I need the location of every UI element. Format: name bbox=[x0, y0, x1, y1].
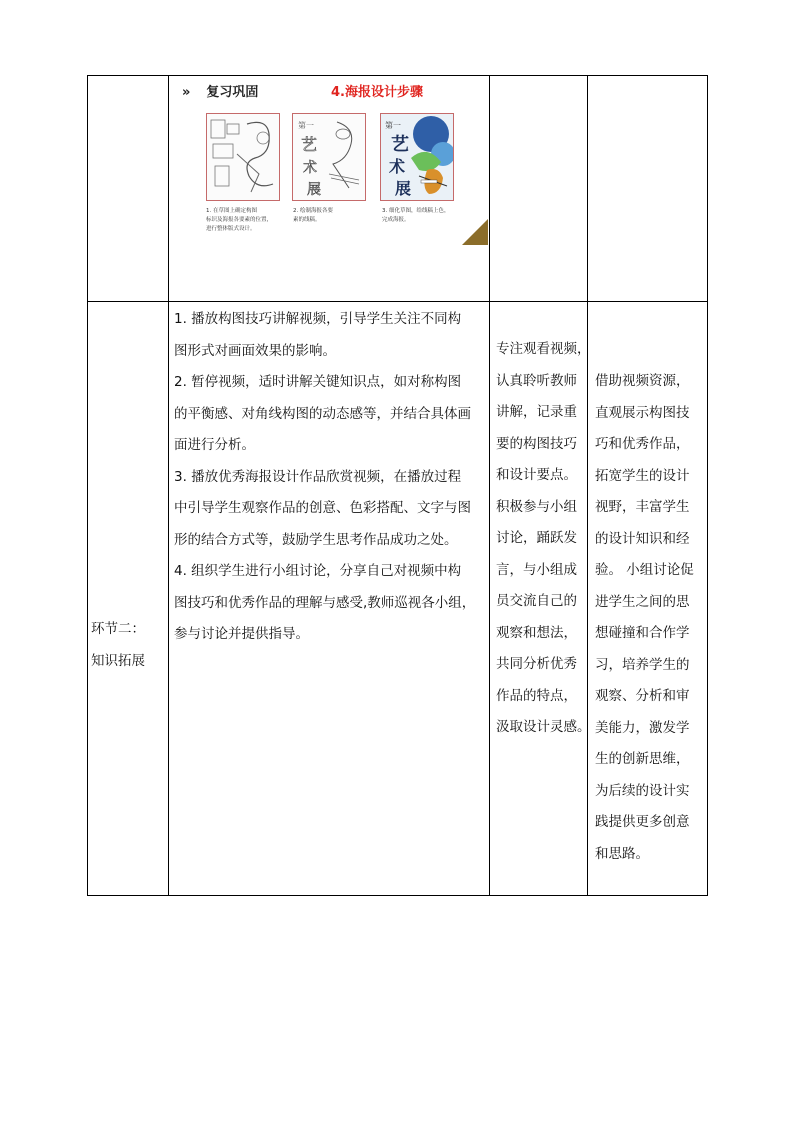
teacher-line: 的平衡感、对角线构图的动态感等，并结合具体画 bbox=[174, 405, 471, 422]
poster-steps-slide bbox=[172, 77, 488, 245]
slide-header bbox=[182, 81, 258, 100]
caption-line: 进行整体版式设计。 bbox=[206, 226, 256, 232]
intent-line: 拓宽学生的设计 bbox=[595, 467, 690, 484]
table-border-top bbox=[87, 75, 708, 76]
student-line: 作品的特点， bbox=[496, 687, 577, 704]
student-line: 积极参与小组 bbox=[496, 498, 577, 515]
intent-line: 的设计知识和经 bbox=[595, 530, 690, 547]
caption-line: 完成海报。 bbox=[382, 217, 410, 223]
svg-text:第一: 第一 bbox=[385, 121, 401, 130]
teacher-line: 面进行分析。 bbox=[174, 437, 255, 453]
caption-line: 1. 在草图上确定构图 bbox=[206, 208, 257, 214]
student-line: 讲解，记录重 bbox=[496, 404, 577, 420]
table-border-bottom bbox=[87, 895, 708, 896]
intent-line: 借助视频资源， bbox=[595, 373, 690, 389]
svg-text:术: 术 bbox=[303, 160, 317, 176]
thumbnail-color bbox=[380, 113, 454, 201]
svg-text:第一: 第一 bbox=[298, 121, 314, 130]
svg-text:展: 展 bbox=[307, 182, 321, 198]
intent-line: 和思路。 bbox=[595, 845, 649, 862]
intent-line: 进学生之间的思 bbox=[595, 593, 690, 610]
caption-line: 3. 细化草图，给线稿上色， bbox=[382, 208, 450, 214]
color-poster-drawing bbox=[381, 114, 453, 200]
slide-header-text: 复习巩固 bbox=[206, 85, 259, 100]
teacher-line: 2. 暂停视频，适时讲解关键知识点，如对称构图 bbox=[174, 374, 462, 390]
chevron-icon: » bbox=[182, 85, 191, 100]
stage-cell bbox=[91, 614, 167, 677]
intent-line: 验。 小组讨论促 bbox=[595, 562, 694, 578]
student-line: 和设计要点。 bbox=[496, 467, 577, 483]
teacher-line: 参与讨论并提供指导。 bbox=[174, 626, 309, 642]
teacher-line: 1. 播放构图技巧讲解视频，引导学生关注不同构 bbox=[174, 311, 462, 327]
sketch-drawing bbox=[207, 114, 279, 200]
col-divider-2 bbox=[489, 75, 490, 896]
teacher-activity-cell bbox=[174, 304, 488, 651]
thumbnail-lineart bbox=[292, 113, 366, 201]
svg-text:术: 术 bbox=[389, 157, 406, 176]
student-line: 言，与小组成 bbox=[496, 561, 577, 578]
slide-corner-decoration bbox=[462, 219, 488, 245]
row-divider bbox=[87, 301, 708, 302]
teacher-line: 图形式对画面效果的影响。 bbox=[174, 342, 336, 359]
intent-line: 想碰撞和合作学 bbox=[595, 625, 690, 641]
lineart-drawing bbox=[293, 114, 365, 200]
intent-line: 观察、分析和审 bbox=[595, 688, 690, 704]
intent-line: 习，培养学生的 bbox=[595, 656, 690, 673]
svg-text:艺: 艺 bbox=[301, 135, 318, 154]
intent-line: 为后续的设计实 bbox=[595, 782, 690, 799]
col-divider-1 bbox=[168, 75, 169, 896]
caption-step-2 bbox=[293, 207, 375, 225]
teacher-line: 图技巧和优秀作品的理解与感受,教师巡视各小组， bbox=[174, 594, 476, 611]
caption-line: 2. 绘制海报各要 bbox=[293, 208, 333, 214]
col-divider-0 bbox=[87, 75, 88, 896]
slide-title: 4.海报设计步骤 bbox=[331, 85, 423, 100]
caption-line: 标识及海报各要素的位置， bbox=[206, 217, 273, 223]
intent-line: 美能力，激发学 bbox=[595, 719, 690, 736]
stage-line: 环节二： bbox=[91, 621, 145, 637]
stage-line: 知识拓展 bbox=[91, 652, 145, 669]
student-line: 观察和想法， bbox=[496, 624, 577, 641]
thumbnail-sketch bbox=[206, 113, 280, 201]
design-intent-cell bbox=[595, 366, 707, 870]
intent-line: 直观展示构图技 bbox=[595, 404, 690, 421]
intent-line: 践提供更多创意 bbox=[595, 814, 690, 830]
caption-line: 素的线稿。 bbox=[293, 217, 321, 223]
teacher-line: 3. 播放优秀海报设计作品欣赏视频，在播放过程 bbox=[174, 468, 462, 485]
student-line: 汲取设计灵感。 bbox=[496, 719, 591, 735]
teacher-line: 中引导学生观察作品的创意、色彩搭配、文字与图 bbox=[174, 500, 471, 516]
student-activity-cell bbox=[496, 334, 592, 744]
student-line: 专注观看视频， bbox=[496, 341, 591, 357]
teacher-line: 形的结合方式等，鼓励学生思考作品成功之处。 bbox=[174, 531, 458, 548]
student-line: 认真聆听教师 bbox=[496, 372, 577, 389]
student-line: 员交流自己的 bbox=[496, 593, 577, 609]
intent-line: 视野，丰富学生 bbox=[595, 499, 690, 515]
teacher-line: 4. 组织学生进行小组讨论，分享自己对视频中构 bbox=[174, 563, 462, 579]
intent-line: 生的创新思维， bbox=[595, 751, 690, 767]
svg-text:展: 展 bbox=[395, 179, 412, 198]
caption-step-1 bbox=[206, 207, 288, 234]
intent-line: 巧和优秀作品， bbox=[595, 436, 690, 452]
svg-text:艺: 艺 bbox=[391, 134, 409, 155]
student-line: 要的构图技巧 bbox=[496, 435, 577, 452]
col-divider-4 bbox=[707, 75, 708, 896]
caption-step-3 bbox=[382, 207, 464, 225]
student-line: 讨论，踊跃发 bbox=[496, 530, 577, 546]
student-line: 共同分析优秀 bbox=[496, 656, 577, 672]
